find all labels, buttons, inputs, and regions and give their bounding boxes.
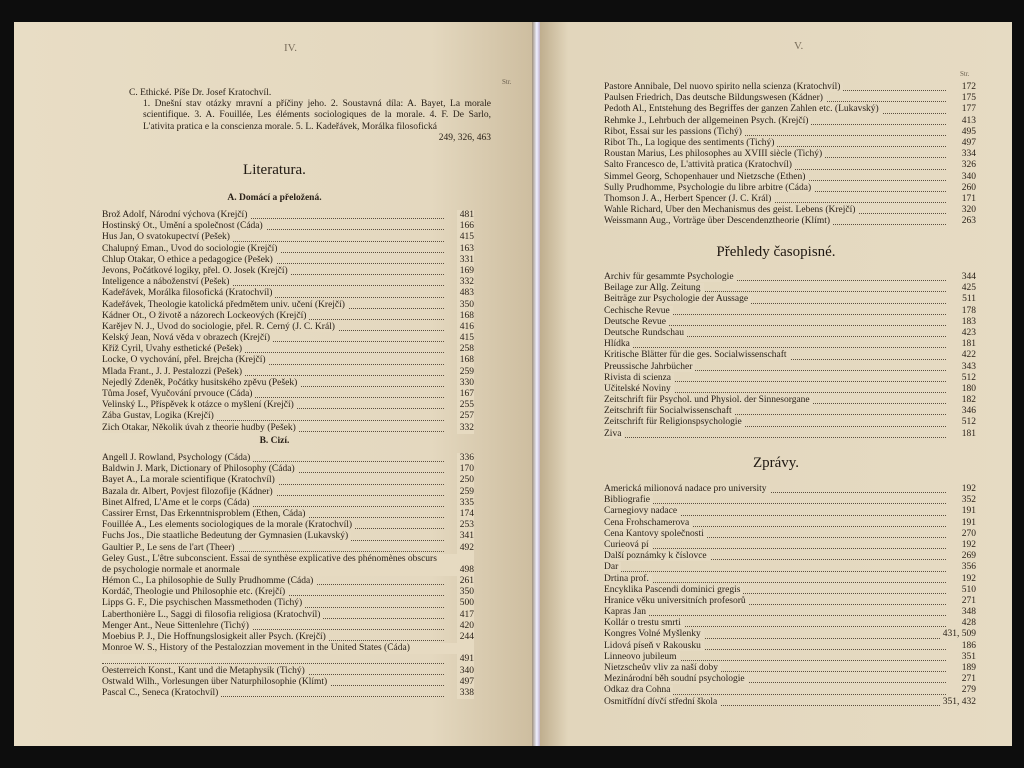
index-entry xyxy=(102,531,474,542)
entry-title: Moebius P. J., Die Hoffnungslosigkeit aller Psych. (Krejčí) xyxy=(102,632,329,642)
entry-title: Americká milionová nadace pro university xyxy=(604,484,770,494)
entry-page: 192 xyxy=(959,540,976,551)
entry-title: Curieová pí xyxy=(604,540,652,550)
entry-title: Zeitschrift für Socialwissenschaft xyxy=(604,406,735,416)
entry-title: Salto Francesco de, L'attività pratica (Kratochvíl) xyxy=(604,160,795,170)
literatura-heading: Literatura. xyxy=(243,162,306,178)
zpravy-list xyxy=(604,484,976,708)
entry-page: 498 xyxy=(457,565,474,576)
index-entry xyxy=(604,138,976,149)
index-entry xyxy=(604,317,976,328)
index-entry xyxy=(102,378,474,389)
right-page-number: V. xyxy=(794,40,804,52)
index-entry xyxy=(604,339,976,350)
index-entry xyxy=(102,311,474,322)
entry-page: 497 xyxy=(457,677,474,688)
index-entry xyxy=(604,685,976,696)
entry-page: 181 xyxy=(959,429,976,440)
entry-title: Fuchs Jos., Die staatliche Bedeutung der Gymnasien (Lukavský) xyxy=(102,531,351,541)
cizi-list xyxy=(102,453,474,699)
entry-title: Kádner Ot., O životě a názorech Lockeových (Krejčí) xyxy=(102,311,309,321)
entry-title: Odkaz dra Cohna xyxy=(604,685,673,695)
index-entry xyxy=(604,551,976,562)
entry-page: 341 xyxy=(457,531,474,542)
entry-page: 510 xyxy=(959,585,976,596)
entry-title: Gaultier P., Le sens de l'art (Theer) xyxy=(102,543,238,553)
ethics-body: 1. Dnešní stav otázky mravní a příčiny jeho. 2. Soustavná díla: A. Bayet, La morale scientifique. 3. A. Fouillée, Les éléments sociologiques de la morale. 4. F. De Sarlo, L'ativita pratica e la conscienza morale. 5. L. Kadeřávek, Morálka filosofická xyxy=(143,99,491,132)
entry-title: Deutsche Rundschau xyxy=(604,328,687,338)
cizi-continued-list xyxy=(604,82,976,227)
entry-title: Kongres Volné Myšlenky xyxy=(604,629,704,639)
index-entry xyxy=(102,300,474,311)
leader-dots xyxy=(604,347,946,348)
index-entry xyxy=(604,384,976,395)
entry-title: Inteligence a náboženství (Pešek) xyxy=(102,277,232,287)
index-entry xyxy=(604,306,976,317)
entry-page: 169 xyxy=(457,266,474,277)
entry-title: Zeitschrift für Religionspsychologie xyxy=(604,417,745,427)
entry-page: 257 xyxy=(457,411,474,422)
entry-page: 191 xyxy=(959,518,976,529)
entry-page: 172 xyxy=(959,82,976,93)
entry-page: 261 xyxy=(457,576,474,587)
index-entry xyxy=(102,367,474,378)
entry-page: 428 xyxy=(959,618,976,629)
entry-page: 346 xyxy=(959,406,976,417)
index-entry xyxy=(102,411,474,422)
entry-page: 163 xyxy=(457,244,474,255)
index-entry xyxy=(102,643,474,665)
index-entry xyxy=(604,362,976,373)
index-entry xyxy=(102,543,474,554)
index-entry xyxy=(102,355,474,366)
leader-dots xyxy=(604,503,946,504)
right-page xyxy=(540,22,1012,746)
leader-dots xyxy=(604,615,946,616)
entry-title: Hémon C., La philosophie de Sully Prudhomme (Čáda) xyxy=(102,576,316,586)
entry-title: Cassirer Ernst, Das Erkenntnisproblem (Ethen, Čáda) xyxy=(102,509,308,519)
leader-dots xyxy=(102,663,444,664)
entry-title: Oesterreich Konst., Kant und die Metaphysik (Tichý) xyxy=(102,666,308,676)
entry-title: Pastore Annibale, Del nuovo spirito nella scienza (Kratochvíl) xyxy=(604,82,843,92)
index-entry xyxy=(102,688,474,699)
leader-dots xyxy=(604,571,946,572)
entry-title: Carnegiovy nadace xyxy=(604,506,680,516)
entry-page: 174 xyxy=(457,509,474,520)
entry-page: 413 xyxy=(959,116,976,127)
entry-page: 189 xyxy=(959,663,976,674)
index-entry xyxy=(604,641,976,652)
index-entry xyxy=(604,540,976,551)
entry-title: Bazala dr. Albert, Povjest filozofije (Kádner) xyxy=(102,487,276,497)
entry-title: Kapras Jan xyxy=(604,607,649,617)
entry-page: 425 xyxy=(959,283,976,294)
index-entry xyxy=(102,210,474,221)
entry-page: 351 xyxy=(959,652,976,663)
entry-title: Zich Otakar, Několik úvah z theorie hudby (Pešek) xyxy=(102,423,299,433)
entry-title: Simmel Georg, Schopenhauer und Nietzsche (Ethen) xyxy=(604,172,808,182)
entry-title: Další poznámky k číslovce xyxy=(604,551,710,561)
entry-page: 167 xyxy=(457,389,474,400)
index-entry xyxy=(604,328,976,339)
entry-page: 170 xyxy=(457,464,474,475)
index-entry xyxy=(604,484,976,495)
entry-page: 423 xyxy=(959,328,976,339)
entry-title: Živa xyxy=(604,429,624,439)
index-entry xyxy=(102,423,474,434)
entry-page: 492 xyxy=(457,543,474,554)
entry-title: Ribot Th., La logique des sentiments (Tichý) xyxy=(604,138,777,148)
entry-title: Hlídka xyxy=(604,339,633,349)
entry-page: 271 xyxy=(959,674,976,685)
entry-page: 512 xyxy=(959,373,976,384)
domaci-heading: A. Domácí a přeložená. xyxy=(227,193,322,203)
index-entry xyxy=(604,417,976,428)
entry-page: 497 xyxy=(959,138,976,149)
entry-title: Rivista di scienza xyxy=(604,373,674,383)
entry-title: Ostwald Wilh., Vorlesungen über Naturphilosophie (Klímt) xyxy=(102,677,330,687)
entry-page: 186 xyxy=(959,641,976,652)
index-entry xyxy=(102,632,474,643)
index-entry xyxy=(604,697,976,708)
index-entry xyxy=(604,373,976,384)
prehledy-heading: Přehledy časopisné. xyxy=(716,244,836,260)
index-entry xyxy=(604,529,976,540)
entry-page: 271 xyxy=(959,596,976,607)
index-entry xyxy=(102,554,474,576)
entry-title: Paulsen Friedrich, Das deutsche Bildungswesen (Kádner) xyxy=(604,93,826,103)
entry-page: 183 xyxy=(959,317,976,328)
entry-title: Dar xyxy=(604,562,621,572)
index-entry xyxy=(604,406,976,417)
entry-page: 417 xyxy=(457,610,474,621)
index-entry xyxy=(102,344,474,355)
entry-page: 244 xyxy=(457,632,474,643)
entry-page: 258 xyxy=(457,344,474,355)
index-entry xyxy=(604,93,976,104)
index-entry xyxy=(604,205,976,216)
entry-page: 175 xyxy=(959,93,976,104)
entry-title: Kordáč, Theologie und Philosophie etc. (Krejčí) xyxy=(102,587,288,597)
index-entry xyxy=(604,104,976,115)
index-entry xyxy=(102,277,474,288)
entry-page: 348 xyxy=(959,607,976,618)
domaci-list xyxy=(102,210,474,434)
ethics-pages: 249, 326, 463 xyxy=(438,132,491,143)
index-entry xyxy=(102,322,474,333)
entry-title: Angell J. Rowland, Psychology (Čáda) xyxy=(102,453,253,463)
entry-title: Lipps G. F., Die psychischen Massmethoden (Tichý) xyxy=(102,598,305,608)
entry-page: 259 xyxy=(457,487,474,498)
ethics-heading: C. Ethické. Píše Dr. Josef Kratochvíl. xyxy=(129,88,272,98)
index-entry xyxy=(604,183,976,194)
index-entry xyxy=(102,598,474,609)
entry-page: 330 xyxy=(457,378,474,389)
zpravy-heading: Zprávy. xyxy=(752,455,800,471)
entry-title: Encyklika Pascendi dominici gregis xyxy=(604,585,743,595)
entry-title: Monroe W. S., History of the Pestalozzian movement in the United States (Čáda) xyxy=(102,643,474,654)
entry-page: 415 xyxy=(457,232,474,243)
index-entry xyxy=(604,562,976,573)
entry-title: Brož Adolf, Národní výchova (Krejčí) xyxy=(102,210,250,220)
entry-title: Beiträge zur Psychologie der Aussage xyxy=(604,294,751,304)
index-entry xyxy=(604,395,976,406)
index-entry xyxy=(604,294,976,305)
entry-title: Zába Gustav, Logika (Krejčí) xyxy=(102,411,217,421)
entry-title: Velinský L., Příspěvek k otázce o myšlení (Krejčí) xyxy=(102,400,297,410)
index-entry xyxy=(102,221,474,232)
entry-title: Jevons, Počátkové logiky, přel. O. Josek (Krejčí) xyxy=(102,266,291,276)
index-entry xyxy=(604,629,976,640)
entry-page: 168 xyxy=(457,311,474,322)
index-entry xyxy=(102,587,474,598)
index-entry xyxy=(102,509,474,520)
index-entry xyxy=(102,475,474,486)
entry-page: 181 xyxy=(959,339,976,350)
cizi-heading: B. Cizí. xyxy=(259,436,290,446)
entry-title: Zeitschrift für Psychol. und Physiol. der Sinnesorgane xyxy=(604,395,813,405)
entry-page: 431, 509 xyxy=(940,629,976,640)
entry-page: 168 xyxy=(457,355,474,366)
entry-title: Tůma Josef, Vyučování prvouce (Čáda) xyxy=(102,389,255,399)
entry-title: Nejedlý Zdeněk, Počátky husitského zpěvu (Pešek) xyxy=(102,378,300,388)
entry-title: Thomson J. A., Herbert Spencer (J. C. Král) xyxy=(604,194,774,204)
index-entry xyxy=(604,160,976,171)
ethics-section xyxy=(129,88,491,144)
entry-title: Hranice věku universitních profesorů xyxy=(604,596,749,606)
entry-title: Lidová píseň v Rakousku xyxy=(604,641,704,651)
entry-page: 332 xyxy=(457,277,474,288)
entry-page: 335 xyxy=(457,498,474,509)
entry-title: Roustan Marius, Les philosophes au XVIII siècle (Tichý) xyxy=(604,149,825,159)
entry-title: Linneovo jubileum xyxy=(604,652,680,662)
entry-page: 255 xyxy=(457,400,474,411)
entry-title: Chalupný Eman., Úvod do sociologie (Krejčí) xyxy=(102,244,280,254)
entry-title: Menger Ant., Neue Sittenlehre (Tichý) xyxy=(102,621,252,631)
index-entry xyxy=(102,677,474,688)
entry-title: Binet Alfred, L'Ame et le corps (Čáda) xyxy=(102,498,253,508)
index-entry xyxy=(604,607,976,618)
entry-title: Archiv für gesammte Psychologie xyxy=(604,272,737,282)
index-entry xyxy=(604,127,976,138)
entry-page: 259 xyxy=(457,367,474,378)
entry-page: 178 xyxy=(959,306,976,317)
left-page-number: IV. xyxy=(284,42,297,54)
entry-title: Pascal C., Seneca (Kratochvíl) xyxy=(102,688,221,698)
entry-title: Karějev N. J., Úvod do sociologie, přel. R. Černý (J. C. Král) xyxy=(102,322,338,332)
entry-page: 166 xyxy=(457,221,474,232)
leader-dots xyxy=(604,437,946,438)
index-entry xyxy=(102,666,474,677)
index-entry xyxy=(604,116,976,127)
index-entry xyxy=(102,400,474,411)
entry-page: 511 xyxy=(959,294,976,305)
index-entry xyxy=(604,574,976,585)
entry-title: Pedoth Al., Entstehung des Begriffes der ganzen Zahlen etc. (Lukavský) xyxy=(604,104,882,114)
entry-title: Geley Gust., L'être subconscient. Essai de synthèse explicative des phénomènes obscurs de psychologie normale et anormale xyxy=(102,554,474,576)
index-entry xyxy=(102,498,474,509)
entry-page: 483 xyxy=(457,288,474,299)
index-entry xyxy=(102,255,474,266)
index-entry xyxy=(604,495,976,506)
index-entry xyxy=(102,266,474,277)
index-entry xyxy=(604,194,976,205)
entry-page: 343 xyxy=(959,362,976,373)
index-entry xyxy=(604,652,976,663)
entry-page: 500 xyxy=(457,598,474,609)
entry-title: Ribot, Essai sur les passions (Tichý) xyxy=(604,127,745,137)
index-entry xyxy=(102,288,474,299)
entry-title: Mezinárodní běh soudní psychologie xyxy=(604,674,748,684)
entry-page: 253 xyxy=(457,520,474,531)
index-entry xyxy=(604,272,976,283)
index-entry xyxy=(102,464,474,475)
entry-page: 171 xyxy=(959,194,976,205)
index-entry xyxy=(604,283,976,294)
index-entry xyxy=(102,389,474,400)
entry-page: 263 xyxy=(959,216,976,227)
leader-dots xyxy=(604,548,946,549)
entry-title: Kadeřávek, Morálka filosofická (Kratochvíl) xyxy=(102,288,275,298)
entry-page: 270 xyxy=(959,529,976,540)
index-entry xyxy=(604,506,976,517)
index-entry xyxy=(604,149,976,160)
entry-title: Kelský Jean, Nová věda v obrazech (Krejčí) xyxy=(102,333,273,343)
index-entry xyxy=(604,82,976,93)
entry-title: Deutsche Revue xyxy=(604,317,669,327)
entry-title: Weissmann Aug., Vorträge über Descendenztheorie (Klímt) xyxy=(604,216,833,226)
entry-title: Bibliografie xyxy=(604,495,653,505)
prehledy-list xyxy=(604,272,976,440)
entry-title: Wahle Richard, Über den Mechanismus des geist. Lebens (Krejčí) xyxy=(604,205,858,215)
entry-page: 350 xyxy=(457,300,474,311)
entry-title: Fouillée A., Les elements sociologiques de la morale (Kratochvíl) xyxy=(102,520,355,530)
entry-title: Beilage zur Allg. Zeitung xyxy=(604,283,704,293)
entry-page: 334 xyxy=(959,149,976,160)
entry-page: 352 xyxy=(959,495,976,506)
entry-title: Kritische Blätter für die ges. Socialwissenschaft xyxy=(604,350,790,360)
entry-title: Bayet A., La morale scientifique (Kratochvíl) xyxy=(102,475,278,485)
left-str-label: Str. xyxy=(502,78,512,86)
entry-page: 491 xyxy=(457,654,474,665)
entry-title: Baldwin J. Mark, Dictionary of Philosophy (Čáda) xyxy=(102,464,298,474)
entry-title: Cena Kantovy společnosti xyxy=(604,529,707,539)
entry-page: 320 xyxy=(959,205,976,216)
entry-page: 415 xyxy=(457,333,474,344)
entry-page: 177 xyxy=(959,104,976,115)
entry-title: Preussische Jahrbücher xyxy=(604,362,695,372)
index-entry xyxy=(102,244,474,255)
entry-title: Kollár o trestu smrti xyxy=(604,618,684,628)
entry-page: 336 xyxy=(457,453,474,464)
index-entry xyxy=(102,453,474,464)
index-entry xyxy=(604,618,976,629)
index-entry xyxy=(102,232,474,243)
entry-title: Chlup Otakar, O ethice a pedagogice (Pešek) xyxy=(102,255,276,265)
entry-page: 350 xyxy=(457,587,474,598)
entry-page: 260 xyxy=(959,183,976,194)
entry-title: Sully Prudhomme, Psychologie du libre arbitre (Čáda) xyxy=(604,183,814,193)
entry-title: Rehmke J., Lehrbuch der allgemeinen Psych. (Krejčí) xyxy=(604,116,811,126)
entry-page: 356 xyxy=(959,562,976,573)
entry-page: 332 xyxy=(457,423,474,434)
entry-title: Laberthonière L., Saggi di filosofia religiosa (Kratochvíl) xyxy=(102,610,323,620)
index-entry xyxy=(102,576,474,587)
index-entry xyxy=(604,663,976,674)
entry-page: 192 xyxy=(959,574,976,585)
entry-title: Cena Frohschamerova xyxy=(604,518,692,528)
entry-page: 351, 432 xyxy=(940,697,976,708)
index-entry xyxy=(102,333,474,344)
index-entry xyxy=(604,585,976,596)
entry-title: Mlada Frant., J. J. Pestalozzi (Pešek) xyxy=(102,367,245,377)
entry-title: Kadeřávek, Theologie katolická předmětem univ. učení (Krejčí) xyxy=(102,300,348,310)
entry-title: Hostinský Ot., Umění a společnost (Čáda) xyxy=(102,221,266,231)
entry-title: Drtina prof. xyxy=(604,574,652,584)
entry-page: 340 xyxy=(457,666,474,677)
entry-title: Čechische Revue xyxy=(604,306,673,316)
index-entry xyxy=(604,518,976,529)
entry-page: 512 xyxy=(959,417,976,428)
left-page xyxy=(14,22,535,746)
entry-page: 344 xyxy=(959,272,976,283)
index-entry xyxy=(604,172,976,183)
entry-page: 269 xyxy=(959,551,976,562)
leader-dots xyxy=(604,582,946,583)
entry-page: 340 xyxy=(959,172,976,183)
index-entry xyxy=(102,487,474,498)
entry-title: Hus Jan, O svatokupectví (Pešek) xyxy=(102,232,233,242)
entry-title: Nietzscheův vliv za naší doby xyxy=(604,663,721,673)
index-entry xyxy=(604,674,976,685)
index-entry xyxy=(102,610,474,621)
entry-page: 279 xyxy=(959,685,976,696)
entry-page: 416 xyxy=(457,322,474,333)
entry-page: 192 xyxy=(959,484,976,495)
entry-page: 420 xyxy=(457,621,474,632)
index-entry xyxy=(604,429,976,440)
entry-page: 481 xyxy=(457,210,474,221)
entry-title: Učitelské Noviny xyxy=(604,384,674,394)
index-entry xyxy=(102,520,474,531)
entry-page: 191 xyxy=(959,506,976,517)
entry-page: 180 xyxy=(959,384,976,395)
index-entry xyxy=(604,216,976,227)
entry-page: 331 xyxy=(457,255,474,266)
entry-page: 250 xyxy=(457,475,474,486)
entry-page: 422 xyxy=(959,350,976,361)
entry-page: 182 xyxy=(959,395,976,406)
index-entry xyxy=(102,621,474,632)
entry-page: 326 xyxy=(959,160,976,171)
index-entry xyxy=(604,350,976,361)
right-str-label: Str. xyxy=(960,70,970,78)
entry-title: Kříž Cyril, Úvahy esthetické (Pešek) xyxy=(102,344,245,354)
entry-title: Osmitřídní dívčí střední škola xyxy=(604,697,720,707)
entry-title: Locke, O vychování, přel. Brejcha (Krejčí) xyxy=(102,355,269,365)
entry-page: 495 xyxy=(959,127,976,138)
index-entry xyxy=(604,596,976,607)
entry-page: 338 xyxy=(457,688,474,699)
